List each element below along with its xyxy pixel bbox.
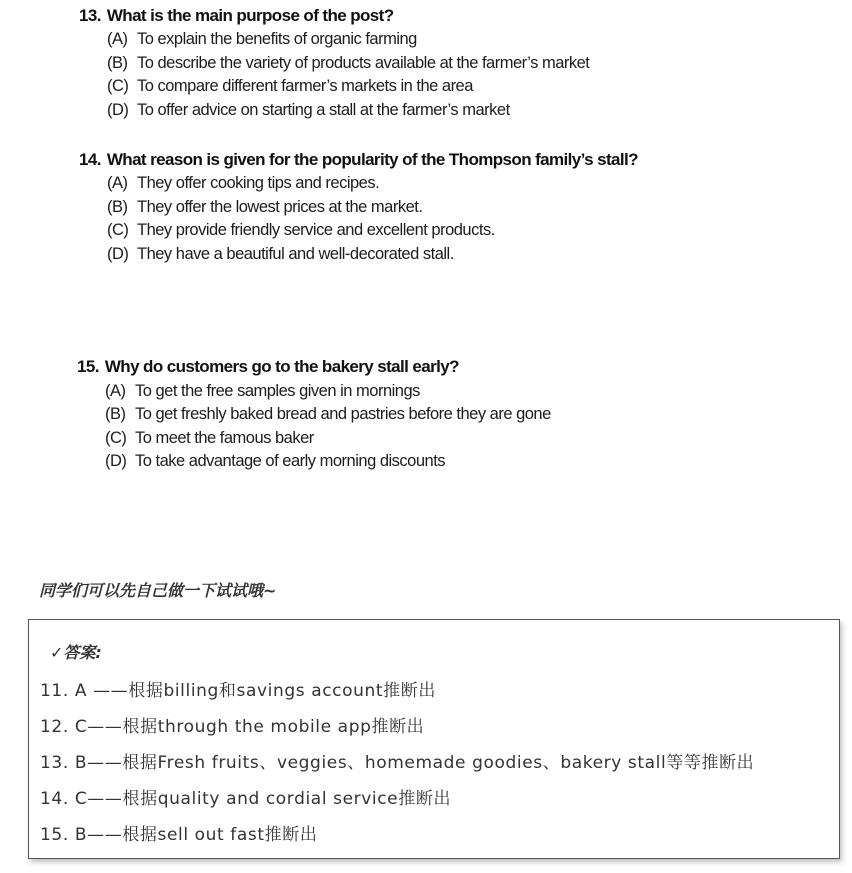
option-letter: (B) xyxy=(105,405,126,423)
option-d xyxy=(107,245,454,264)
option-d xyxy=(105,452,445,471)
question-text: What is the main purpose of the post? xyxy=(106,6,394,25)
option-letter: (D) xyxy=(107,101,129,119)
question-number: 14. xyxy=(79,150,101,169)
option-c xyxy=(107,221,495,240)
option-letter: (C) xyxy=(105,429,127,447)
option-text: They offer cooking tips and recipes. xyxy=(137,174,380,192)
option-a xyxy=(107,174,379,193)
option-letter: (A) xyxy=(107,30,128,48)
question-number: 13. xyxy=(79,6,101,25)
question-number: 15. xyxy=(77,357,99,376)
option-text: To describe the variety of products available at the farmer’s market xyxy=(137,54,590,72)
option-b xyxy=(105,405,551,424)
option-text: They provide friendly service and excellent products. xyxy=(137,221,495,239)
answer-line: 13. B——根据Fresh fruits、veggies、homemade goodies、bakery stall等等推断出 xyxy=(40,753,755,773)
option-letter: (C) xyxy=(107,221,129,239)
option-d xyxy=(107,101,510,120)
question-title xyxy=(79,150,638,170)
answer-line: 11. A ——根据billing和savings account推断出 xyxy=(40,681,436,701)
option-b xyxy=(107,198,422,217)
option-text: To get freshly baked bread and pastries before they are gone xyxy=(135,405,551,423)
option-b xyxy=(107,54,589,73)
option-text: To take advantage of early morning discounts xyxy=(135,452,446,470)
option-letter: (B) xyxy=(107,54,128,72)
practice-prompt: 同学们可以先自己做一下试试哦~ xyxy=(39,581,277,600)
option-letter: (D) xyxy=(107,245,129,263)
option-text: To get the free samples given in mornings xyxy=(135,382,420,400)
option-c xyxy=(105,429,314,448)
option-text: To compare different farmer’s markets in the area xyxy=(137,77,473,95)
question-text: Why do customers go to the bakery stall early? xyxy=(104,357,459,376)
option-text: To meet the famous baker xyxy=(135,429,314,447)
option-letter: (C) xyxy=(107,77,129,95)
option-c xyxy=(107,77,473,96)
answer-box xyxy=(28,619,840,859)
option-letter: (D) xyxy=(105,452,127,470)
option-text: They have a beautiful and well-decorated stall. xyxy=(137,245,454,263)
option-letter: (A) xyxy=(105,382,126,400)
answer-header: ✓答案: xyxy=(50,643,102,662)
option-a xyxy=(105,382,420,401)
option-text: To offer advice on starting a stall at the farmer’s market xyxy=(137,101,510,119)
question-text: What reason is given for the popularity of the Thompson family’s stall? xyxy=(106,150,638,169)
question-title xyxy=(77,357,459,377)
answer-line: 14. C——根据quality and cordial service推断出 xyxy=(40,789,452,809)
answer-line: 12. C——根据through the mobile app推断出 xyxy=(40,717,425,737)
question-title xyxy=(79,6,393,26)
option-a xyxy=(107,30,417,49)
option-text: To explain the benefits of organic farming xyxy=(137,30,417,48)
option-letter: (A) xyxy=(107,174,128,192)
answer-line: 15. B——根据sell out fast推断出 xyxy=(40,825,318,845)
option-letter: (B) xyxy=(107,198,128,216)
option-text: They offer the lowest prices at the market. xyxy=(137,198,423,216)
